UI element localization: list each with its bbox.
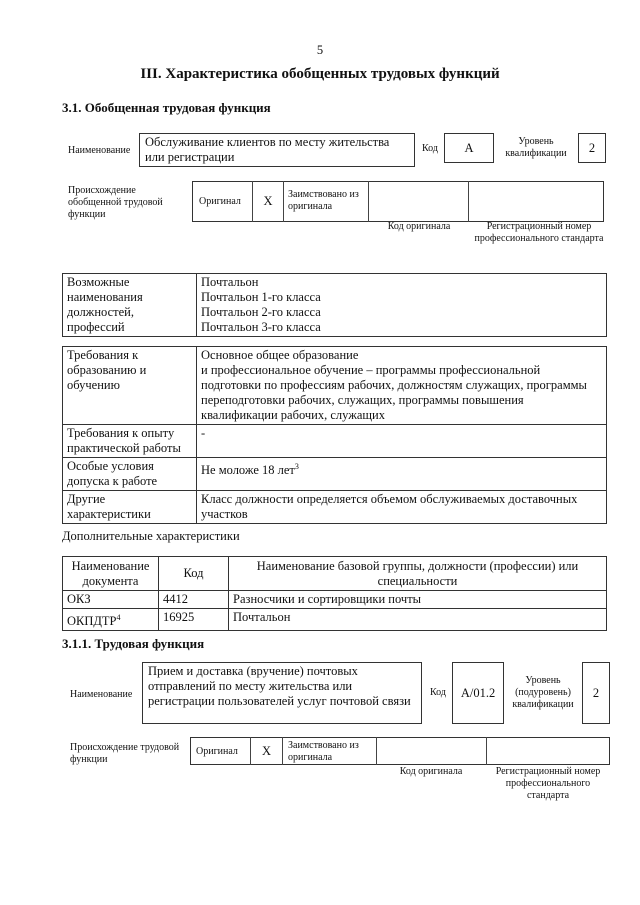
tf-reg-number-caption: Регистрационный номер профессионального стандарта <box>495 766 601 801</box>
doc-name: ОКПДТР <box>67 614 117 629</box>
positions-list <box>197 274 607 337</box>
tf-level-value: 2 <box>592 686 600 700</box>
otf-level-value: 2 <box>588 141 596 155</box>
otf-borrowed-label: Заимствовано из оригинала <box>288 189 359 212</box>
position-item: Почтальон 1-го класса <box>201 290 321 304</box>
otf-reg-number-caption: Регистрационный номер профессионального стандарта <box>474 221 604 244</box>
additional-code: 4412 <box>159 591 229 609</box>
additional-header-name: Наименование базовой группы, должности (профессии) или специальности <box>229 557 607 591</box>
tf-code-label: Код <box>430 687 446 698</box>
req-admission-cell <box>197 458 607 491</box>
tf-origin-label: Происхождение трудовой функции <box>70 742 180 765</box>
req-other-label: Другие характеристики <box>63 491 197 524</box>
requirements-table <box>62 346 607 524</box>
req-admission-footnote: 3 <box>294 462 299 471</box>
tf-level-label: Уровень (подуровень) квалификации <box>512 675 574 710</box>
otf-heading: 3.1. Обобщенная трудовая функция <box>62 100 271 115</box>
tf-code-box <box>452 662 504 724</box>
section-title: III. Характеристика обобщенных трудовых функций <box>140 66 500 82</box>
position-item: Почтальон 2-го класса <box>201 305 321 319</box>
otf-name-value: Обслуживание клиентов по месту жительства или регистрации <box>145 135 390 164</box>
otf-original-mark: X <box>263 194 273 208</box>
tf-orig-code-caption: Код оригинала <box>399 766 463 777</box>
otf-level-box <box>578 133 606 163</box>
tf-heading: 3.1.1. Трудовая функция <box>62 636 205 651</box>
otf-code-box <box>444 133 494 163</box>
otf-code-label: Код <box>422 143 438 154</box>
otf-level-label: Уровень квалификации <box>505 136 567 159</box>
additional-header-code: Код <box>159 557 229 591</box>
req-education-value: Основное общее образование и профессиональное обучение – программы профессиональной подготовки по профессиям рабочих, должностям служащих, программы переподготовки рабочих, служащих, программы повышения квалификации рабочих, служащих <box>197 347 607 425</box>
req-experience-label: Требования к опыту практической работы <box>63 425 197 458</box>
otf-code-value: A <box>464 141 474 155</box>
additional-heading: Дополнительные характеристики <box>62 529 240 543</box>
doc-footnote: 4 <box>116 613 121 622</box>
tf-original-mark: X <box>261 744 272 758</box>
additional-name: Почтальон <box>229 609 607 631</box>
additional-doc <box>63 591 159 609</box>
req-admission-value: Не моложе 18 лет <box>201 463 295 478</box>
tf-original-label: Оригинал <box>196 746 238 757</box>
table-row <box>63 591 607 609</box>
otf-name-box <box>139 133 415 167</box>
page-number: 5 <box>316 43 324 57</box>
otf-name-label: Наименование <box>68 145 131 156</box>
additional-code: 16925 <box>159 609 229 631</box>
tf-borrowed-label: Заимствовано из оригинала <box>288 740 359 763</box>
table-row <box>63 609 607 631</box>
additional-header-doc: Наименование документа <box>63 557 159 591</box>
additional-table <box>62 556 607 631</box>
otf-orig-code-caption: Код оригинала <box>387 221 451 232</box>
otf-origin-label: Происхождение обобщенной трудовой функции <box>68 185 163 220</box>
positions-label: Возможные наименования должностей, профессий <box>63 274 197 337</box>
tf-code-value: A/01.2 <box>460 686 496 700</box>
req-admission-label: Особые условия допуска к работе <box>63 458 197 491</box>
doc-name: ОКЗ <box>67 592 91 606</box>
req-experience-value: - <box>197 425 607 458</box>
tf-level-box <box>582 662 610 724</box>
otf-original-label: Оригинал <box>199 196 241 207</box>
tf-name-value: Прием и доставка (вручение) почтовых отправлений по месту жительства или регистрации пользователей услуг почтовой связи <box>148 664 411 708</box>
position-item: Почтальон 3-го класса <box>201 320 321 334</box>
additional-doc <box>63 609 159 631</box>
positions-table <box>62 273 607 337</box>
tf-name-label: Наименование <box>70 689 133 700</box>
additional-name: Разносчики и сортировщики почты <box>229 591 607 609</box>
tf-name-box <box>142 662 422 724</box>
position-item: Почтальон <box>201 275 259 289</box>
req-other-value: Класс должности определяется объемом обслуживаемых доставочных участков <box>197 491 607 524</box>
req-education-label: Требования к образованию и обучению <box>63 347 197 425</box>
